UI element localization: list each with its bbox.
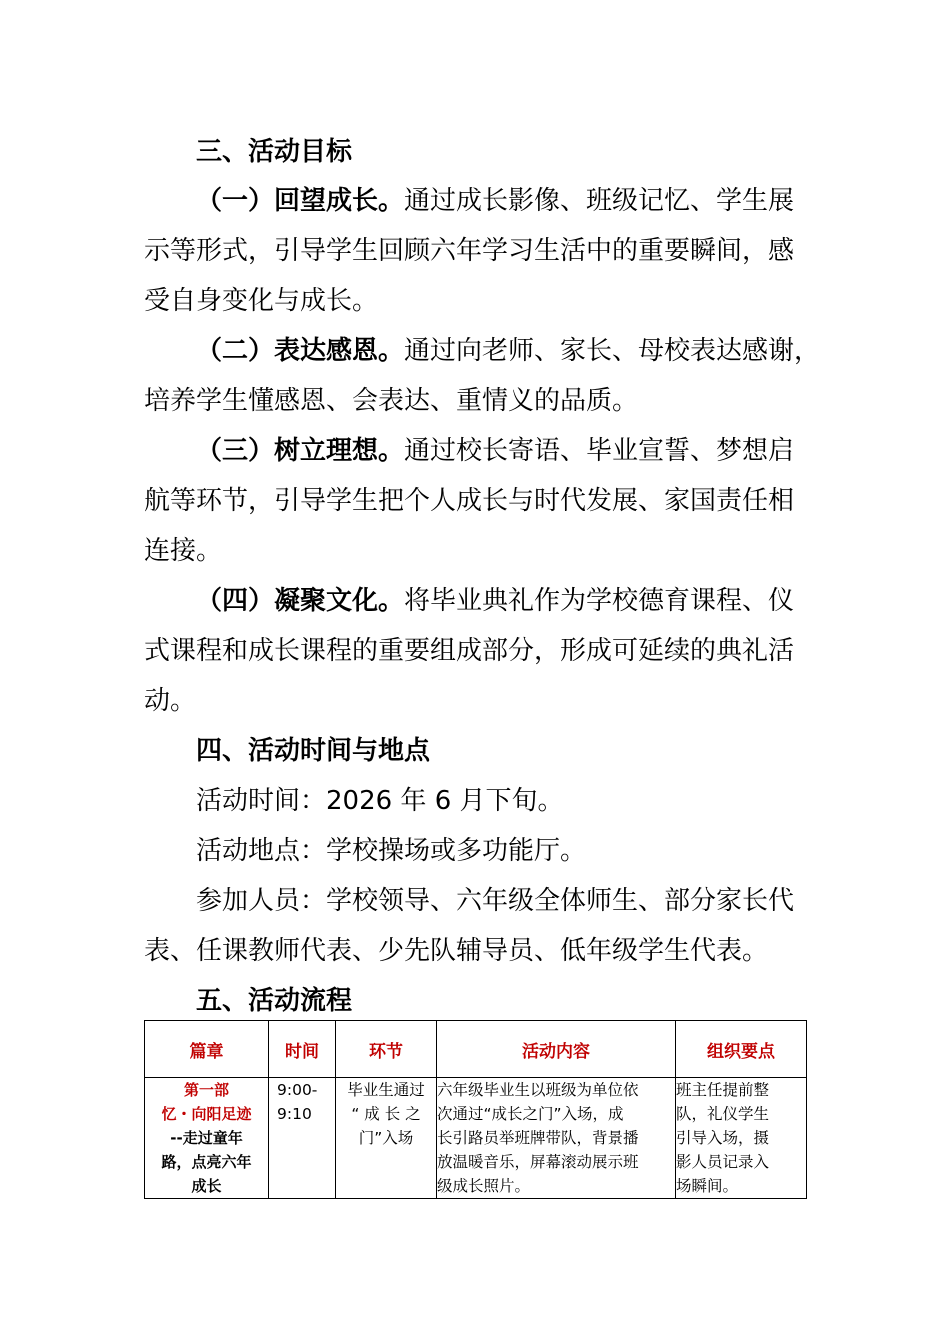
header-time: 时间	[269, 1021, 336, 1078]
section-5-heading: 五、活动流程	[196, 986, 353, 1016]
goal-3-first-line	[196, 436, 794, 466]
header-points: 组织要点	[676, 1021, 807, 1078]
activity-time: 活动时间：2026 年 6 月下旬。	[196, 786, 564, 816]
points-line-5: 场瞬间。	[676, 1177, 739, 1195]
points-line-3: 引导入场，摄	[676, 1129, 770, 1147]
content-line-5: 级成长照片。	[437, 1177, 531, 1195]
goal-4-line-3: 动。	[144, 686, 197, 716]
goal-3-line-2: 航等环节，引导学生把个人成长与时代发展、家国责任相	[144, 486, 795, 516]
time-line-1: 9:00-	[277, 1081, 318, 1099]
section-4-heading: 四、活动时间与地点	[196, 736, 431, 766]
goal-1-first-line	[196, 186, 794, 216]
chapter-title: 第一部	[183, 1081, 229, 1099]
chapter-sub-3: 成长	[191, 1177, 222, 1195]
chapter-name: 忆・向阳足迹	[161, 1105, 252, 1123]
time-cell	[269, 1078, 336, 1199]
link-line-1: 毕业生通过	[347, 1081, 425, 1099]
participants-line-1: 参加人员：学校领导、六年级全体师生、部分家长代	[196, 886, 795, 916]
chapter-sub-2: 路，点亮六年	[161, 1153, 252, 1171]
goal-1-line-3: 受自身变化与成长。	[144, 286, 379, 316]
goal-3-text: 通过校长寄语、毕业宣誓、梦想启	[404, 436, 795, 466]
content-line-4: 放温暖音乐，屏幕滚动展示班	[437, 1153, 639, 1171]
goal-4-text: 将毕业典礼作为学校德育课程、仪	[404, 586, 795, 616]
goal-3-label: （三）树立理想。	[196, 436, 405, 466]
header-content: 活动内容	[437, 1021, 676, 1078]
content-cell	[437, 1078, 676, 1199]
participants-line-2: 表、任课教师代表、少先队辅导员、低年级学生代表。	[144, 936, 769, 966]
points-cell	[676, 1078, 807, 1199]
content-line-3: 长引路员举班牌带队，背景播	[437, 1129, 639, 1147]
activity-flow-table	[144, 1020, 807, 1199]
time-line-2: 9:10	[277, 1105, 312, 1123]
chapter-cell	[145, 1078, 269, 1199]
points-line-2: 队，礼仪学生	[676, 1105, 770, 1123]
link-cell	[336, 1078, 437, 1199]
goal-4-label: （四）凝聚文化。	[196, 586, 405, 616]
goal-2-label: （二）表达感恩。	[196, 336, 405, 366]
goal-4-first-line	[196, 586, 794, 616]
link-line-2: “ 成 长 之	[351, 1105, 421, 1123]
header-link: 环节	[336, 1021, 437, 1078]
points-line-4: 影人员记录入	[676, 1153, 770, 1171]
goal-2-first-line	[196, 336, 820, 366]
goal-2-line-2: 培养学生懂感恩、会表达、重情义的品质。	[144, 386, 639, 416]
goal-1-text: 通过成长影像、班级记忆、学生展	[404, 186, 795, 216]
goal-2-text: 通过向老师、家长、母校表达感谢，	[404, 336, 821, 366]
chapter-sub-1: --走过童年	[170, 1129, 243, 1147]
activity-place: 活动地点：学校操场或多功能厅。	[196, 836, 587, 866]
goal-1-label: （一）回望成长。	[196, 186, 405, 216]
goal-3-line-3: 连接。	[144, 536, 223, 566]
table-header-row	[145, 1021, 807, 1078]
content-line-2: 次通过“成长之门”入场，成	[437, 1105, 624, 1123]
points-line-1: 班主任提前整	[676, 1081, 770, 1099]
section-3-heading: 三、活动目标	[196, 137, 353, 167]
goal-4-line-2: 式课程和成长课程的重要组成部分，形成可延续的典礼活	[144, 636, 795, 666]
content-line-1: 六年级毕业生以班级为单位依	[437, 1081, 639, 1099]
goal-1-line-2: 示等形式，引导学生回顾六年学习生活中的重要瞬间，感	[144, 236, 795, 266]
link-line-3: 门”入场	[358, 1129, 414, 1147]
table-row	[145, 1078, 807, 1199]
header-chapter: 篇章	[145, 1021, 269, 1078]
